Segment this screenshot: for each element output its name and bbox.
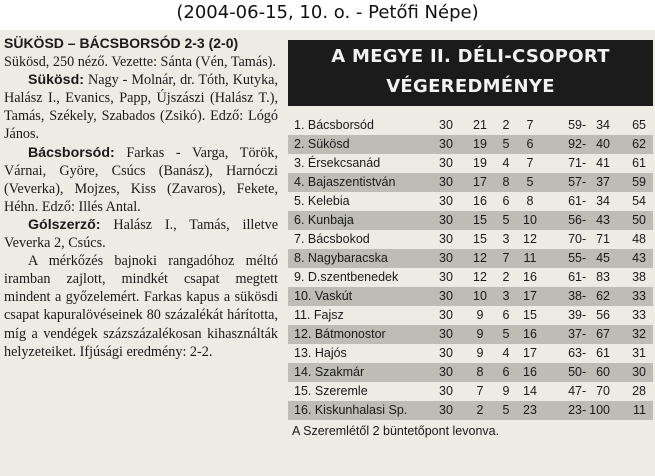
team-name: 13. Hajós [294,346,347,360]
lost-cell: 7 [526,156,534,170]
goals-against-cell: 60 [596,365,610,379]
points-cell: 62 [632,137,646,151]
newspaper-clipping [0,30,655,476]
goals-against-cell: 56 [596,308,610,322]
goals-for-cell: 71 [568,156,582,170]
played-cell: 30 [439,327,453,341]
match-title-text: SÜKÖSD – BÁCSBORSÓD 2-3 (2-0) [4,35,239,51]
goal-separator: - [582,308,587,322]
team-name: 11. Fajsz [294,308,344,322]
lost-cell: 14 [523,384,537,398]
goal-separator: - [582,346,587,360]
played-cell: 30 [439,365,453,379]
table-row [288,325,653,344]
team-name: 15. Szeremle [294,384,368,398]
away-lineup: Farkas - Varga, Török, Várnai, Györe, Csúcs (Banász), Harnóczi (Veverka), Mojzes, Kiss (Zavaros), Fekete, Héhn. Edző: Illés Antal. [4,144,279,215]
team-name: 2. Sükösd [294,137,350,151]
points-cell: 54 [632,194,646,208]
won-cell: 21 [473,118,487,132]
goal-separator: - [582,384,587,398]
table-row [288,382,653,401]
lost-cell: 5 [526,175,534,189]
won-cell: 9 [476,346,484,360]
played-cell: 30 [439,270,453,284]
won-cell: 15 [473,232,487,246]
drawn-cell: 2 [502,118,510,132]
table-row [288,287,653,306]
won-cell: 7 [476,384,484,398]
team-name: 7. Bácsbokod [294,232,370,246]
goals-against-cell: 61 [596,346,610,360]
won-cell: 10 [473,289,487,303]
goals-for-cell: 56 [568,213,582,227]
team-name: 4. Bajaszentistván [294,175,396,189]
goal-separator: - [582,118,587,132]
won-cell: 12 [473,270,487,284]
home-lineup-paragraph [4,71,278,143]
won-cell: 12 [473,251,487,265]
team-name: 10. Vaskút [294,289,353,303]
match-intro: Sükösd, 250 néző. Vezette: Sánta (Vén, Tamás). [4,54,276,71]
goals-for-cell: 70 [568,232,582,246]
lost-cell: 11 [523,251,537,265]
goals-against-cell: 43 [596,213,610,227]
goals-against-cell: 83 [596,270,610,284]
goal-separator: - [582,213,587,227]
report-paragraph: A mérkőzés bajnoki rangadóhoz méltó iramban zajlott, mindkét csapat megtett mindent a győzelemért. Farkas kapus a sükösdi csapat kapuralövéseinek 80 százalékát hárította, míg a vendégek százszázalékosan kihasználták helyzeteiket. Ifjúsági eredmény: 2-2. [4,253,278,360]
standings-header [288,40,653,106]
goal-separator: - [582,251,587,265]
played-cell: 30 [439,346,453,360]
goal-separator: - [582,194,587,208]
standings-title-line1: A MEGYE II. DÉLI-CSOPORT [331,46,610,67]
team-name: 9. D.szentbenedek [294,270,399,284]
drawn-cell: 7 [502,251,510,265]
source-caption: (2004-06-15, 10. o. - Petőfi Népe) [176,2,479,23]
points-cell: 33 [632,289,646,303]
points-cell: 31 [632,346,646,360]
table-row [288,116,653,135]
drawn-cell: 5 [502,327,510,341]
standings-footnote: A Szeremlétől 2 büntetőpont levonva. [292,424,500,438]
standings-title-line2: VÉGEREDMÉNYE [386,76,555,97]
lost-cell: 17 [523,346,537,360]
lost-cell: 23 [523,403,537,417]
table-row [288,211,653,230]
played-cell: 30 [439,156,453,170]
goals-against-cell: 41 [596,156,610,170]
scorers-paragraph [4,216,278,252]
goals-for-cell: 39 [568,308,582,322]
points-cell: 59 [632,175,646,189]
team-name: 3. Érsekcsanád [294,156,381,170]
goal-separator: - [582,232,587,246]
lost-cell: 17 [523,289,537,303]
goals-against-cell: 71 [596,232,610,246]
won-cell: 2 [476,403,484,417]
table-row [288,173,653,192]
won-cell: 17 [473,175,487,189]
played-cell: 30 [439,289,453,303]
drawn-cell: 3 [502,232,510,246]
played-cell: 30 [439,232,453,246]
played-cell: 30 [439,384,453,398]
played-cell: 30 [439,194,453,208]
table-row [288,135,653,154]
goals-for-cell: 37 [568,327,582,341]
won-cell: 15 [473,213,487,227]
points-cell: 61 [632,156,646,170]
goals-against-cell: 70 [596,384,610,398]
goals-for-cell: 50 [568,365,582,379]
goal-separator: - [582,327,587,341]
goal-separator: - [582,270,587,284]
goals-against-cell: 45 [596,251,610,265]
goals-against-cell: 62 [596,289,610,303]
drawn-cell: 5 [502,213,510,227]
drawn-cell: 2 [502,270,510,284]
goals-against-cell: 100 [589,403,610,417]
goals-for-cell: 63 [568,346,582,360]
points-cell: 32 [632,327,646,341]
drawn-cell: 9 [502,384,510,398]
points-cell: 48 [632,232,646,246]
goals-against-cell: 34 [596,194,610,208]
played-cell: 30 [439,251,453,265]
drawn-cell: 6 [502,194,510,208]
away-lineup-paragraph [4,144,278,216]
team-name: 14. Szakmár [294,365,365,379]
goal-separator: - [582,156,587,170]
goal-separator: - [582,289,587,303]
goals-against-cell: 40 [596,137,610,151]
team-name: 5. Kelebia [294,194,350,208]
lost-cell: 10 [523,213,537,227]
lost-cell: 16 [523,365,537,379]
drawn-cell: 8 [502,175,510,189]
points-cell: 50 [632,213,646,227]
drawn-cell: 5 [502,403,510,417]
table-row [288,230,653,249]
table-row [288,344,653,363]
goal-separator: - [582,365,587,379]
standings-table [288,116,653,420]
team-name: 16. Kiskunhalasi Sp. [294,403,408,417]
drawn-cell: 6 [502,308,510,322]
played-cell: 30 [439,118,453,132]
played-cell: 30 [439,137,453,151]
lost-cell: 16 [523,270,537,284]
home-team-label: Sükösd: [28,72,84,89]
points-cell: 11 [633,403,646,417]
won-cell: 9 [476,327,484,341]
lost-cell: 6 [526,137,534,151]
goals-for-cell: 59 [568,118,582,132]
table-row [288,249,653,268]
points-cell: 33 [632,308,646,322]
table-row [288,306,653,325]
lost-cell: 7 [526,118,534,132]
won-cell: 16 [473,194,487,208]
team-name: 6. Kunbaja [294,213,354,227]
goals-for-cell: 38 [568,289,582,303]
drawn-cell: 5 [502,137,510,151]
goals-for-cell: 55 [568,251,582,265]
goals-for-cell: 61 [568,194,582,208]
won-cell: 19 [473,156,487,170]
table-row [288,154,653,173]
played-cell: 30 [439,175,453,189]
team-name: 12. Bátmonostor [294,327,386,341]
match-title [4,34,278,53]
drawn-cell: 4 [502,346,510,360]
lost-cell: 8 [526,194,534,208]
team-name: 1. Bácsborsód [294,118,374,132]
goals-for-cell: 23 [568,403,582,417]
drawn-cell: 4 [502,156,510,170]
away-team-label: Bácsborsód: [28,144,115,161]
goals-against-cell: 67 [596,327,610,341]
goals-against-cell: 37 [596,175,610,189]
won-cell: 19 [473,137,487,151]
goals-for-cell: 61 [568,270,582,284]
table-row [288,268,653,287]
table-row [288,363,653,382]
home-lineup: Nagy - Molnár, dr. Tóth, Kutyka, Halász I., Evanics, Papp, Újszászi (Halász T.), Tamás, Székely, Szabados (Zsikó). Edző: Lógó János. [4,72,279,143]
points-cell: 43 [632,251,646,265]
won-cell: 8 [476,365,484,379]
lost-cell: 16 [523,327,537,341]
scorers-label: Gólszerző: [28,216,101,233]
points-cell: 38 [632,270,646,284]
scorers: Halász I., Tamás, illetve Veverka 2, Csúcs. [4,216,278,252]
goals-for-cell: 57 [568,175,582,189]
team-name: 8. Nagybaracska [294,251,388,265]
goals-for-cell: 47 [568,384,582,398]
played-cell: 30 [439,308,453,322]
goals-against-cell: 34 [596,118,610,132]
drawn-cell: 3 [502,289,510,303]
goal-separator: - [582,175,587,189]
lost-cell: 12 [523,232,537,246]
match-report [4,34,278,361]
goal-separator: - [582,137,587,151]
played-cell: 30 [439,403,453,417]
lost-cell: 15 [523,308,537,322]
points-cell: 30 [632,365,646,379]
table-row [288,401,653,420]
standings-box [288,40,653,440]
points-cell: 65 [632,118,646,132]
drawn-cell: 6 [502,365,510,379]
goal-separator: - [582,403,587,417]
won-cell: 9 [476,308,484,322]
points-cell: 28 [632,384,646,398]
played-cell: 30 [439,213,453,227]
table-row [288,192,653,211]
goals-for-cell: 92 [568,137,582,151]
